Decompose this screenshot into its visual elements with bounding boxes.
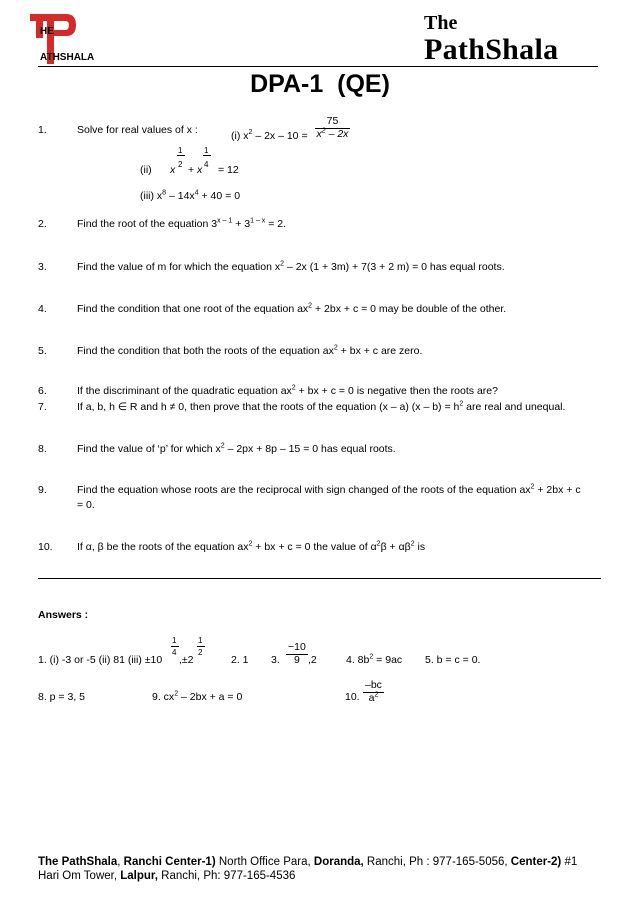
q6-number: 6. [38, 385, 47, 397]
q4-text [77, 303, 506, 315]
sup: 2 [174, 690, 179, 698]
q5-text-a: Find the condition that both the roots of the equation ax [77, 345, 334, 357]
answer-1-mid: ,±2 [179, 654, 194, 666]
q10-text-d: is [414, 541, 426, 553]
exp-half-num: 1 [178, 146, 183, 155]
q8-text-a: Find the value of ‘p’ for which x [77, 443, 221, 455]
q8-text [77, 443, 396, 455]
q6-text [77, 385, 498, 397]
q2-text-c: = 2. [265, 218, 287, 230]
answer-8: 8. p = 3, 5 [38, 691, 85, 703]
answer-9-a: 9. cx [152, 691, 175, 703]
answer-4-a: 4. 8b [346, 654, 370, 666]
q1-x1: x [170, 164, 176, 176]
q6-text-b: + bx + c = 0 is negative then the roots are? [295, 385, 498, 397]
q7-text-a: If a, b, h ∈ R and h ≠ 0, then prove that the roots of the equation (x – a) (x – b) = h [77, 401, 460, 413]
sup: 2 [220, 442, 225, 450]
q1-plus: + [188, 164, 195, 176]
answer-1-pre: 1. (i) -3 or -5 (ii) 81 (iii) ±10 [38, 654, 163, 666]
sup: 2 [333, 344, 338, 352]
answer-10-den: a [368, 691, 375, 704]
sup: 2 [374, 691, 379, 699]
brand-the: The [424, 12, 458, 34]
q2-text-b: + 3 [232, 218, 251, 230]
sup: 2 [459, 400, 464, 408]
footer-doranda: Doranda, [313, 856, 364, 868]
answer-9 [152, 691, 242, 703]
q5-text-b: + bx + c are zero. [337, 345, 423, 357]
footer-brand: The PathShala [38, 856, 118, 868]
q1-part-i-rest: – 2x – 10 = [252, 129, 308, 142]
footer-line-1 [38, 856, 618, 868]
sup: 2 [308, 302, 313, 310]
q3-text [77, 261, 505, 273]
answers-row-1 [38, 636, 598, 676]
sup: 2 [369, 653, 374, 661]
q9-text-cont: = 0. [77, 499, 95, 511]
sup: 2 [291, 384, 296, 392]
q9-text-a: Find the equation whose roots are the reciprocal with sign changed of the roots of the equation ax [77, 484, 531, 496]
q1-number: 1. [38, 124, 47, 136]
q4-number: 4. [38, 303, 47, 315]
q1-part-ii-label: (ii) [140, 164, 152, 176]
header-rule [38, 66, 598, 67]
q1-part-i [231, 116, 350, 140]
sup: 2 [248, 129, 253, 137]
q7-text-b: are real and unequal. [463, 401, 566, 413]
answer-3-den: 9 [293, 653, 300, 666]
q4-text-a: Find the condition that one root of the equation ax [77, 303, 309, 315]
q6-text-a: If the discriminant of the quadratic equation ax [77, 385, 292, 397]
answer-4 [346, 654, 402, 666]
footer-line-2 [38, 870, 618, 882]
q1-part-i-label: (i) x [231, 129, 249, 142]
footer-lalpur: Lalpur, [120, 870, 158, 882]
footer-addr-1: North Office Para, [215, 856, 314, 868]
q1-x2: x [197, 164, 203, 176]
answer-3-pre: 3. [271, 654, 280, 666]
sup: 2 [376, 540, 381, 548]
footer-hash: #1 [561, 856, 578, 868]
brand-name: PathShala [424, 33, 559, 66]
q8-number: 8. [38, 443, 47, 455]
sup: 2 [410, 540, 415, 548]
ans-exp-n1: 1 [172, 636, 177, 645]
q1-part-iii-b: – 14x [166, 190, 195, 202]
answer-3-frac [286, 642, 308, 666]
answer-10-num: –bc [365, 679, 382, 691]
q9-text-b: + 2bx + c [534, 484, 581, 496]
q10-text-a: If α, β be the roots of the equation ax [77, 541, 249, 553]
sup: 2 [248, 540, 253, 548]
q10-text [77, 541, 425, 553]
q5-number: 5. [38, 345, 47, 357]
answer-2: 2. 1 [231, 654, 249, 666]
q2-text-a: Find the root of the equation 3 [77, 218, 218, 230]
answer-3-num: −10 [288, 641, 306, 653]
q3-text-b: – 2x (1 + 3m) + 7(3 + 2 m) = 0 has equal roots. [284, 261, 505, 273]
answer-3-post: ,2 [308, 654, 317, 666]
q1-part-iii [140, 190, 240, 202]
answer-4-b: = 9ac [373, 654, 403, 666]
exp-bar [177, 155, 185, 156]
q9-number: 9. [38, 484, 47, 496]
exp-quarter-den: 4 [204, 160, 209, 169]
q2-number: 2. [38, 218, 47, 230]
answer-9-b: – 2bx + a = 0 [178, 691, 243, 703]
q2-exp1: x – 1 [217, 217, 233, 225]
answer-10-frac [363, 680, 384, 704]
footer-addr-2: Hari Om Tower, [38, 870, 121, 882]
q7-text [77, 401, 565, 413]
sup: 4 [194, 189, 199, 197]
q2-text [77, 218, 286, 230]
q1-eq12: = 12 [218, 164, 239, 176]
answer-10-pre: 10. [345, 691, 360, 703]
q10-text-c: β + αβ [380, 541, 411, 553]
footer-sep: , [117, 856, 124, 868]
q10-text-b: + bx + c = 0 the value of α [252, 541, 377, 553]
exp-bar [171, 646, 179, 647]
footer-phone-1: Ranchi, Ph : 977-165-5056, [363, 856, 511, 868]
q1-part-iii-c: + 40 = 0 [198, 190, 241, 202]
q5-text [77, 345, 422, 357]
answers-row-2 [38, 679, 598, 724]
q1-frac-num: 75 [315, 116, 351, 129]
section-divider [38, 578, 601, 579]
q2-exp2: 1 – x [250, 217, 266, 225]
sup: 2 [530, 483, 535, 491]
q8-text-b: – 2px + 8p – 15 = 0 has equal roots. [224, 443, 396, 455]
q3-number: 3. [38, 261, 47, 273]
q4-text-b: + 2bx + c = 0 may be double of the other. [312, 303, 507, 315]
q10-number: 10. [38, 541, 53, 553]
q3-text-a: Find the value of m for which the equation x [77, 261, 281, 273]
answer-5: 5. b = c = 0. [425, 654, 481, 666]
q9-text [77, 484, 581, 496]
logo-text-athshala: ATHSHALA [40, 52, 95, 63]
q1-frac-den-a: x [316, 127, 322, 140]
sup: 2 [321, 127, 326, 135]
logo-text-he: HE [40, 26, 54, 37]
q1-part-iii-a: (iii) x [140, 190, 163, 202]
q7-number: 7. [38, 401, 47, 413]
q1-frac-den-b: – 2x [325, 127, 349, 140]
footer-phone-2: Ranchi, Ph: 977-165-4536 [157, 870, 296, 882]
exp-half-den: 2 [178, 160, 183, 169]
exp-bar [197, 646, 205, 647]
q1-text: Solve for real values of x : [77, 124, 198, 136]
ans-exp-n2: 1 [198, 636, 203, 645]
logo [30, 14, 140, 64]
sup: 8 [162, 189, 167, 197]
sup: 2 [280, 260, 285, 268]
footer-center-1: Ranchi Center-1) [123, 856, 216, 868]
ans-exp-d2: 2 [198, 648, 203, 657]
ans-exp-d1: 4 [172, 648, 177, 657]
footer-center-2: Center-2) [510, 856, 562, 868]
exp-bar [203, 155, 211, 156]
exp-quarter-num: 1 [204, 146, 209, 155]
q1-fraction [315, 116, 351, 140]
answers-heading: Answers : [38, 609, 89, 621]
page-title: DPA-1 (QE) [250, 70, 390, 98]
